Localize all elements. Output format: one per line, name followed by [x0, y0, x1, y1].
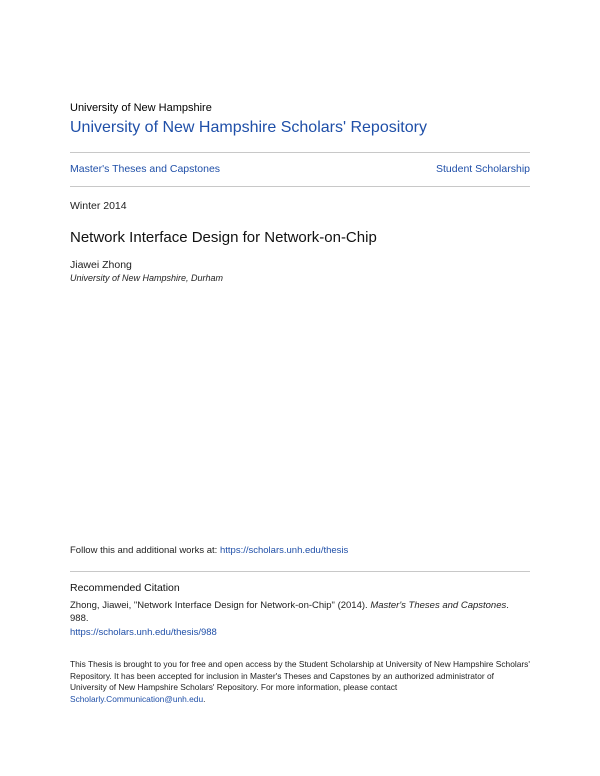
author-name: Jiawei Zhong — [70, 259, 132, 271]
divider-top — [70, 152, 530, 153]
notice-end: . — [203, 693, 206, 704]
citation-heading: Recommended Citation — [70, 582, 180, 594]
citation-link[interactable]: https://scholars.unh.edu/thesis/988 — [70, 627, 217, 638]
follow-link[interactable]: https://scholars.unh.edu/thesis — [219, 545, 349, 556]
collection-link[interactable]: Master's Theses and Capstones — [70, 163, 221, 175]
contact-email-link[interactable]: Scholarly.Communication@unh.edu — [70, 693, 204, 704]
access-notice — [70, 659, 530, 705]
university-name: University of New Hampshire — [70, 102, 212, 114]
citation-series: Master's Theses and Capstones — [370, 600, 507, 611]
follow-text: Follow this and additional works at: — [70, 545, 220, 556]
notice-text: This Thesis is brought to you for free and open access by the Student Scholarship at University of New Hampshire Scholars' Repository. It has been accepted for inclusion in Master's Theses and Capstones by an authorized administrator of University of New Hampshire Scholars' Repository. For more information, please contact — [70, 659, 530, 692]
citation-after: . 988. — [70, 600, 509, 624]
citation-before: Zhong, Jiawei, "Network Interface Design for Network-on-Chip" (2014). — [70, 600, 371, 611]
document-title: Network Interface Design for Network-on-Chip — [70, 229, 377, 246]
divider-citation — [70, 571, 530, 572]
citation-text — [70, 599, 530, 625]
student-scholarship-link[interactable]: Student Scholarship — [436, 163, 530, 175]
author-affiliation: University of New Hampshire, Durham — [70, 273, 224, 283]
repository-link[interactable]: University of New Hampshire Scholars' Repository — [70, 119, 427, 136]
follow-line — [70, 545, 348, 556]
divider-nav — [70, 186, 530, 187]
publication-date: Winter 2014 — [70, 200, 127, 212]
